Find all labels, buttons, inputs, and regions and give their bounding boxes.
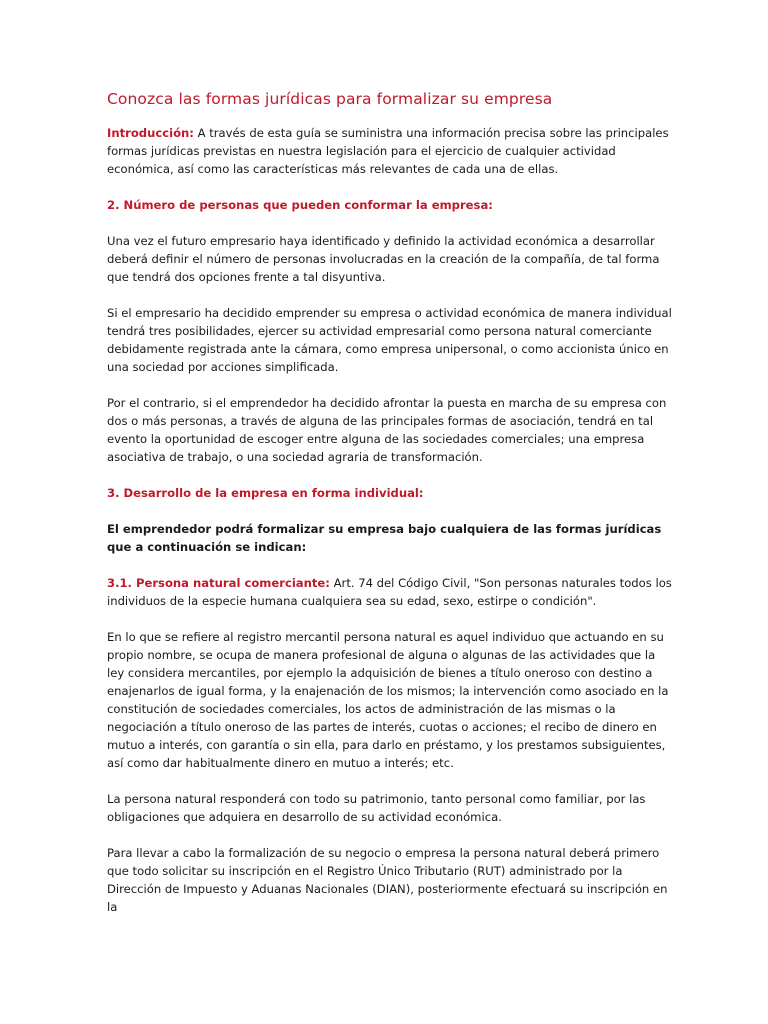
section-2-paragraph-2: Si el empresario ha decidido emprender su empresa o actividad económica de manera individual tendrá tres posibilidades, ejercer su actividad empresarial como persona natural comerciante debidamente registrada ante la cámara, como empresa unipersonal, o como accionista único en una sociedad por acciones simplificada. — [107, 306, 672, 374]
document-title: Conozca las formas jurídicas para formalizar su empresa — [107, 90, 553, 108]
section-3-1-paragraph — [107, 574, 672, 610]
section-3-lead: El emprendedor podrá formalizar su empresa bajo cualquiera de las formas jurídicas que a continuación se indican: — [107, 522, 662, 554]
section-3-1-paragraph-3: La persona natural responderá con todo su patrimonio, tanto personal como familiar, por las obligaciones que adquiera en desarrollo de su actividad económica. — [107, 792, 646, 824]
section-2-paragraph-3: Por el contrario, si el emprendedor ha decidido afrontar la puesta en marcha de su empresa con dos o más personas, a través de alguna de las principales formas de asociación, tendrá en tal evento la oportunidad de escoger entre alguna de las sociedades comerciales; una empresa asociativa de trabajo, o una sociedad agraria de transformación. — [107, 396, 667, 464]
document-body — [107, 86, 672, 916]
section-3-1-paragraph-2: En lo que se refiere al registro mercantil persona natural es aquel individuo que actuando en su propio nombre, se ocupa de manera profesional de alguna o algunas de las actividades que la ley considera mercantiles, por ejemplo la adquisición de bienes a título oneroso con destino a enajenarlos de igual forma, y la enajenación de los mismos; la intervención como asociado en la constitución de sociedades comerciales, los actos de administración de las mismas o la negociación a título oneroso de las partes de interés, cuotas o acciones; el recibo de dinero en mutuo a interés, con garantía o sin ella, para darlo en préstamo, y los prestamos subsiguientes, así como dar habitualmente dinero en mutuo a interés; etc. — [107, 630, 669, 770]
intro-text: A través de esta guía se suministra una información precisa sobre las principales formas jurídicas previstas en nuestra legislación para el ejercicio de cualquier actividad económica, así como las características más relevantes de cada una de ellas. — [107, 126, 669, 176]
section-3-1-text: Art. 74 del Código Civil, "Son personas naturales todos los individuos de la especie humana cualquiera sea su edad, sexo, estirpe o condición". — [107, 576, 672, 608]
intro-label: Introducción: — [107, 126, 194, 140]
section-3-heading: 3. Desarrollo de la empresa en forma individual: — [107, 486, 424, 500]
section-2-heading: 2. Número de personas que pueden conformar la empresa: — [107, 198, 493, 212]
section-3-1-paragraph-4: Para llevar a cabo la formalización de su negocio o empresa la persona natural deberá primero que todo solicitar su inscripción en el Registro Único Tributario (RUT) administrado por la Dirección de Impuesto y Aduanas Nacionales (DIAN), posteriormente efectuará su inscripción en la — [107, 846, 668, 914]
section-3-1-label: 3.1. Persona natural comerciante: — [107, 576, 330, 590]
section-2-paragraph-1: Una vez el futuro empresario haya identificado y definido la actividad económica a desarrollar deberá definir el número de personas involucradas en la creación de la compañía, de tal forma que tendrá dos opciones frente a tal disyuntiva. — [107, 234, 660, 284]
intro-paragraph — [107, 124, 672, 178]
